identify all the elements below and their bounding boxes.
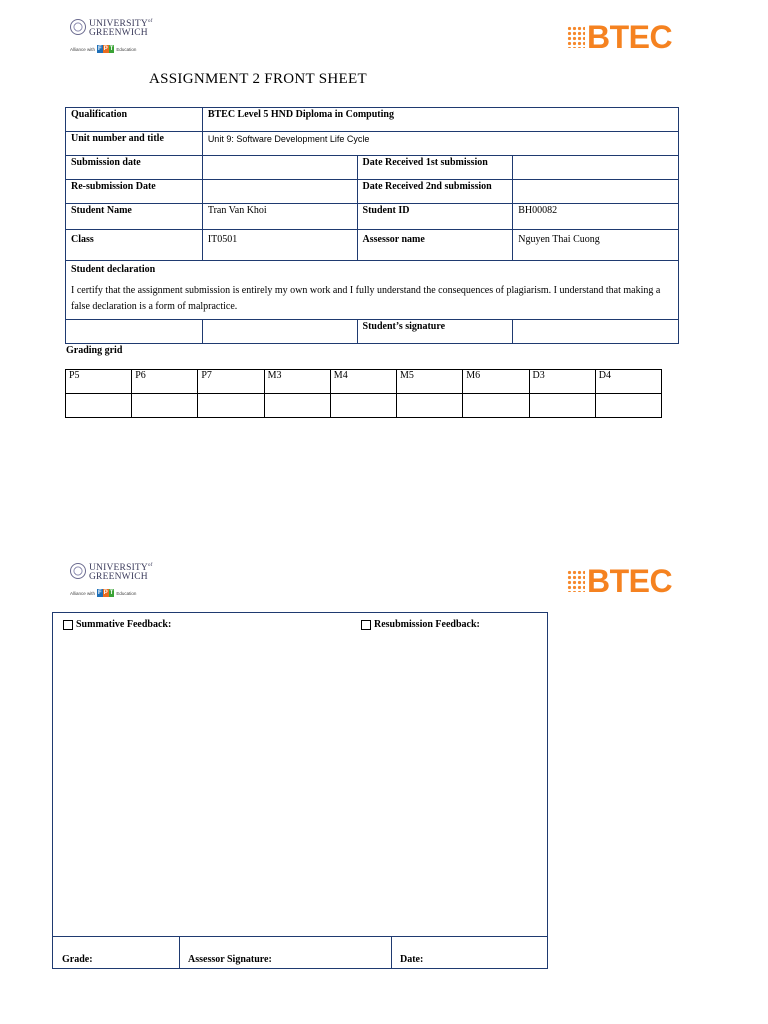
resubmission-date-label: Re-submission Date bbox=[66, 180, 203, 204]
university-name-line1: UNIVERSITY bbox=[89, 563, 148, 574]
resubmission-feedback-label: Resubmission Feedback: bbox=[374, 619, 480, 630]
signature-empty-cell bbox=[66, 320, 203, 344]
fpt-letter-f: F bbox=[98, 590, 102, 597]
resubmission-feedback[interactable] bbox=[361, 619, 480, 630]
university-logo bbox=[70, 17, 153, 53]
university-logo bbox=[70, 561, 153, 597]
grading-grid bbox=[65, 369, 662, 418]
submission-date-field[interactable] bbox=[202, 156, 357, 180]
signature-label: Student’s signature bbox=[357, 320, 513, 344]
fpt-letter-f: F bbox=[98, 46, 102, 53]
alliance-fpt bbox=[70, 589, 153, 597]
grade-header-m6: M6 bbox=[463, 370, 529, 394]
alliance-text: Alliance with bbox=[70, 46, 96, 52]
summative-feedback[interactable] bbox=[63, 619, 171, 630]
education-text: Education bbox=[116, 46, 137, 52]
grade-header-d4: D4 bbox=[595, 370, 661, 394]
university-seal-icon bbox=[70, 563, 86, 579]
signature-empty-cell bbox=[202, 320, 357, 344]
grade-cell-d4[interactable] bbox=[595, 394, 661, 418]
grade-header-d3: D3 bbox=[529, 370, 595, 394]
unit-value: Unit 9: Software Development Life Cycle bbox=[202, 132, 678, 156]
table-row bbox=[66, 108, 679, 132]
fpt-letter-t: T bbox=[109, 46, 114, 53]
grade-cell-p7[interactable] bbox=[198, 394, 264, 418]
education-text: Education bbox=[116, 590, 137, 596]
grade-header-p6: P6 bbox=[132, 370, 198, 394]
btec-logo bbox=[567, 563, 673, 599]
university-name-line1: UNIVERSITY bbox=[89, 19, 148, 30]
university-seal-icon bbox=[70, 19, 86, 35]
student-id-label: Student ID bbox=[357, 204, 513, 230]
grading-grid-label: Grading grid bbox=[66, 345, 123, 356]
declaration-cell bbox=[66, 261, 679, 320]
resubmission-date-field[interactable] bbox=[202, 180, 357, 204]
alliance-text: Alliance with bbox=[70, 590, 96, 596]
table-row bbox=[66, 261, 679, 320]
university-name-of: of bbox=[148, 563, 153, 568]
btec-wordmark: BTEC bbox=[587, 19, 673, 55]
grade-cell-m6[interactable] bbox=[463, 394, 529, 418]
summative-feedback-label: Summative Feedback: bbox=[76, 619, 172, 630]
btec-logo bbox=[567, 19, 673, 55]
grade-cell-p6[interactable] bbox=[132, 394, 198, 418]
date-received-1-field[interactable] bbox=[513, 156, 679, 180]
date-received-1-label: Date Received 1st submission bbox=[357, 156, 513, 180]
qualification-value: BTEC Level 5 HND Diploma in Computing bbox=[202, 108, 678, 132]
date-received-2-label: Date Received 2nd submission bbox=[357, 180, 513, 204]
grade-cell-m5[interactable] bbox=[397, 394, 463, 418]
student-name-label: Student Name bbox=[66, 204, 203, 230]
btec-dots-icon bbox=[567, 570, 585, 592]
grade-cell-m3[interactable] bbox=[264, 394, 330, 418]
grade-header-m3: M3 bbox=[264, 370, 330, 394]
assessor-signature-label: Assessor Signature: bbox=[188, 954, 272, 965]
table-row bbox=[66, 320, 679, 344]
table-row bbox=[66, 156, 679, 180]
university-name-line2: GREENWICH bbox=[89, 572, 148, 583]
table-row bbox=[66, 132, 679, 156]
grade-cell-m4[interactable] bbox=[330, 394, 396, 418]
assessor-name-value: Nguyen Thai Cuong bbox=[513, 230, 679, 261]
submission-date-label: Submission date bbox=[66, 156, 203, 180]
resubmission-checkbox[interactable] bbox=[361, 620, 371, 630]
fpt-logo bbox=[97, 45, 114, 53]
fpt-letter-p: P bbox=[103, 590, 108, 597]
table-row bbox=[66, 230, 679, 261]
fpt-letter-p: P bbox=[103, 46, 108, 53]
table-row bbox=[66, 180, 679, 204]
signature-field[interactable] bbox=[513, 320, 679, 344]
page-title: ASSIGNMENT 2 FRONT SHEET bbox=[149, 71, 367, 87]
grade-field[interactable] bbox=[53, 937, 180, 968]
grade-header-m4: M4 bbox=[330, 370, 396, 394]
university-name-of: of bbox=[148, 19, 153, 24]
alliance-fpt bbox=[70, 45, 153, 53]
date-field[interactable] bbox=[391, 937, 547, 968]
date-label: Date: bbox=[400, 954, 424, 965]
btec-dots-icon bbox=[567, 26, 585, 48]
fpt-letter-t: T bbox=[109, 590, 114, 597]
table-row bbox=[66, 204, 679, 230]
feedback-text-area[interactable] bbox=[63, 637, 537, 932]
date-received-2-field[interactable] bbox=[513, 180, 679, 204]
grade-label: Grade: bbox=[62, 954, 93, 965]
grade-cell-d3[interactable] bbox=[529, 394, 595, 418]
qualification-label: Qualification bbox=[66, 108, 203, 132]
feedback-footer bbox=[53, 936, 547, 968]
student-id-value: BH00082 bbox=[513, 204, 679, 230]
student-name-value: Tran Van Khoi bbox=[202, 204, 357, 230]
grade-header-p7: P7 bbox=[198, 370, 264, 394]
grade-header-m5: M5 bbox=[397, 370, 463, 394]
grade-header-p5: P5 bbox=[66, 370, 132, 394]
btec-wordmark: BTEC bbox=[587, 563, 673, 599]
front-sheet-table bbox=[65, 107, 679, 344]
declaration-text: I certify that the assignment submission is entirely my own work and I fully understand the consequences of plagiarism. I understand that making a false declaration is a form of malpractice. bbox=[71, 285, 661, 312]
university-name-line2: GREENWICH bbox=[89, 28, 148, 39]
class-value: IT0501 bbox=[202, 230, 357, 261]
assessor-signature-field[interactable] bbox=[179, 937, 392, 968]
unit-label: Unit number and title bbox=[66, 132, 203, 156]
table-row bbox=[66, 394, 662, 418]
assessor-name-label: Assessor name bbox=[357, 230, 513, 261]
class-label: Class bbox=[66, 230, 203, 261]
declaration-label: Student declaration bbox=[71, 264, 156, 275]
feedback-box bbox=[52, 612, 548, 969]
table-row bbox=[66, 370, 662, 394]
grade-cell-p5[interactable] bbox=[66, 394, 132, 418]
summative-checkbox[interactable] bbox=[63, 620, 73, 630]
fpt-logo bbox=[97, 589, 114, 597]
